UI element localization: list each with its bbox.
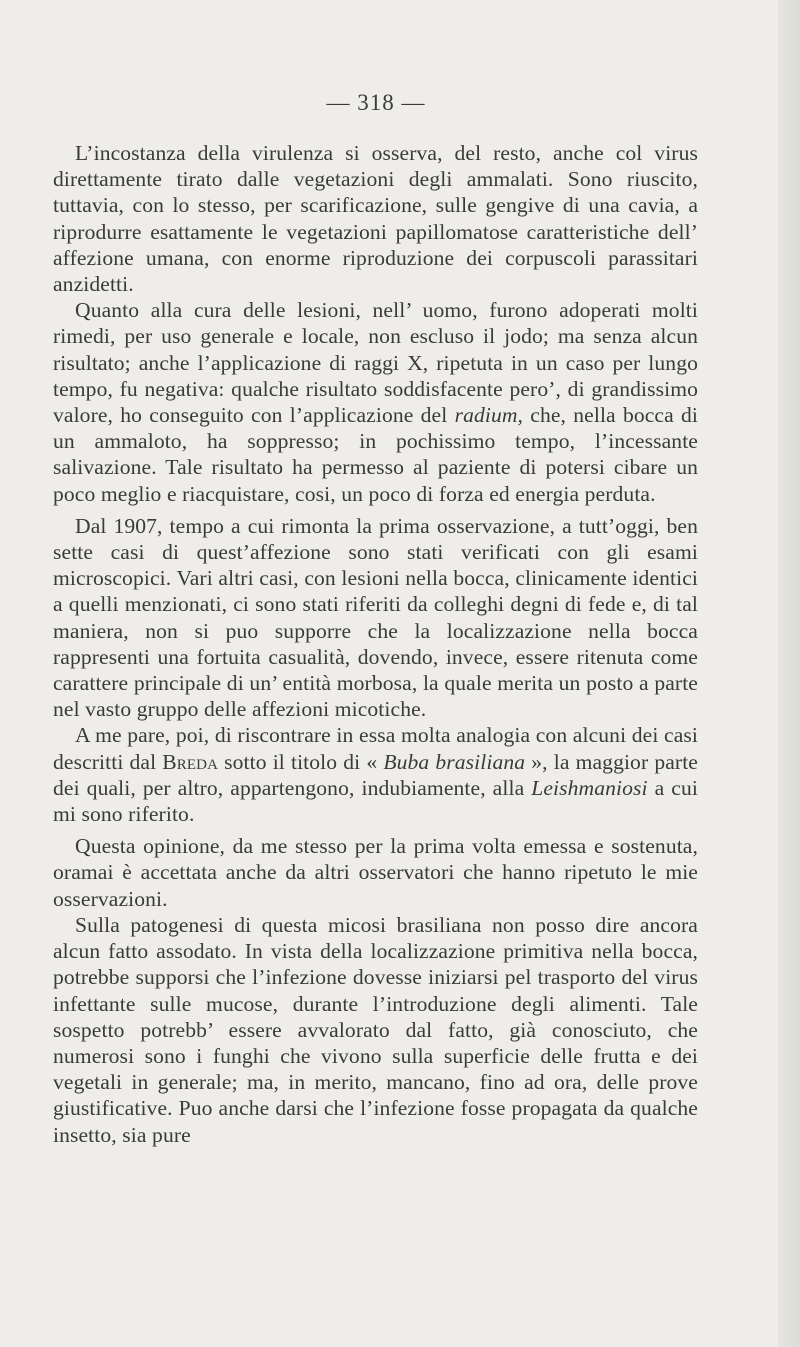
leishmaniosi-term: Leishmaniosi xyxy=(531,775,648,800)
paragraph-4-text-d: a cui mi sono riferito. xyxy=(53,775,698,827)
author-breda: Breda xyxy=(162,749,219,774)
body-text xyxy=(53,140,698,1148)
paragraph-2 xyxy=(53,297,698,507)
paragraph-3-text: Dal 1907, tempo a cui rimonta la prima osservazione, a tutt’oggi, ben sette casi di quest’affezione sono stati verificati con gli esami microscopici. Vari altri casi, con lesioni nella bocca, clinicamente identici a quelli menzionati, ci sono stati riferiti da colleghi degni di fede e, di tal maniera, non si puo supporre che la localizzazione nella bocca rappresenti una fortuita casualità, dovendo, invece, essere ritenuta come carattere principale di un’ entità morbosa, la quale merita un posto a parte nel vasto gruppo delle affezioni micotiche. xyxy=(53,513,698,722)
paragraph-2-text-b: che, nella bocca di un ammaloto, ha soppresso; in pochissimo tempo, l’incessante salivazione. Tale risultato ha permesso al paziente di potersi cibare un poco meglio e riacquistare, cosi, un poco di forza ed energia perduta. xyxy=(53,403,698,506)
paragraph-3 xyxy=(53,513,698,723)
paragraph-4 xyxy=(53,722,698,827)
radium-term: radium, xyxy=(454,403,524,428)
paragraph-5-text: Questa opinione, da me stesso per la prima volta emessa e sostenuta, oramai è accettata anche da altri osservatori che hanno ripetuto le mie osservazioni. xyxy=(53,834,698,911)
paragraph-2-text-a: Quanto alla cura delle lesioni, nell’ uomo, furono adoperati molti rimedi, per uso generale e locale, non escluso il jodo; ma senza alcun risultato; anche l’applicazione di raggi X, ripetuta in un caso per lungo tempo, fu negativa: qualche risultato soddisfacente pero’, di grandissimo valore, ho conseguito con l’applicazione del xyxy=(53,298,698,428)
paragraph-6 xyxy=(53,912,698,1148)
paragraph-4-text-a: A me pare, poi, di riscontrare in essa molta analogia con alcuni dei casi descritti dal xyxy=(53,723,698,774)
paragraph-1 xyxy=(53,140,698,297)
paragraph-5 xyxy=(53,833,698,912)
page-number: — 318 — xyxy=(326,90,426,115)
paragraph-6-text: Sulla patogenesi di questa micosi brasiliana non posso dire ancora alcun fatto assodato. In vista della localizzazione primitiva nella bocca, potrebbe supporsi che l’infezione dovesse iniziarsi pel trasporto del virus infettante sulle mucose, durante l’introduzione degli alimenti. Tale sospetto potrebb’ essere avvalorato dal fatto, già conosciuto, che numerosi sono i funghi che vivono sulla superficie delle frutta e dei vegetali in generale; ma, in merito, mancano, fino ad ora, delle prove giustificative. Puo anche darsi che l’infezione fosse propagata da qualche insetto, sia pure xyxy=(53,912,698,1147)
paragraph-4-text-b: sotto il titolo di « xyxy=(218,749,384,774)
paragraph-1-text: L’incostanza della virulenza si osserva, del resto, anche col virus direttamente tirato dalle vegetazioni degli ammalati. Sono riuscito, tuttavia, con lo stesso, per scarificazione, sulle gengive di una cavia, a riprodurre esattamente le vegetazioni papillomatose caratteristiche dell’ affezione umana, con enorme riproduzione dei corpuscoli parassitari anzidetti. xyxy=(53,141,698,297)
paragraph-4-text-c: », la maggior parte dei quali, per altro, appartengono, indubiamente, alla xyxy=(53,749,698,800)
buba-brasiliana-term: Buba brasiliana xyxy=(383,749,526,774)
page-edge xyxy=(778,0,800,1347)
